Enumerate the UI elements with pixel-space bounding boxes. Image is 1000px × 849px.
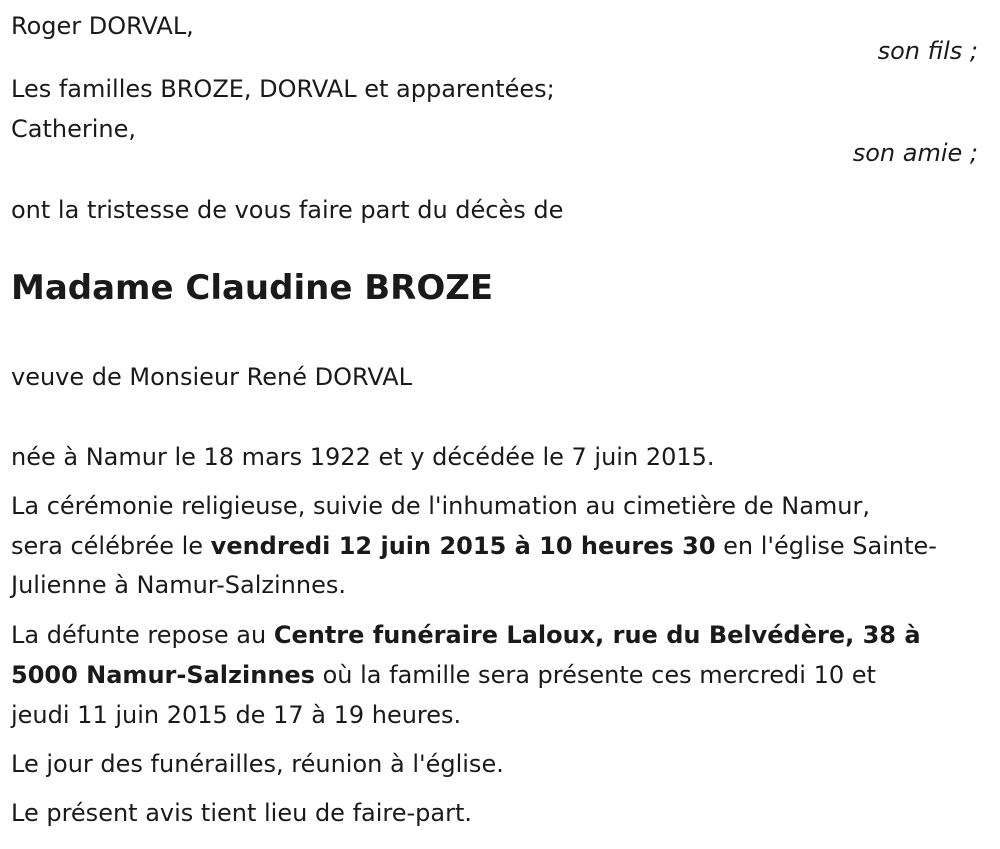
- visitation-line-2: [11, 660, 876, 690]
- ceremony-line-2: [11, 531, 937, 561]
- friend-name: Catherine,: [11, 115, 136, 143]
- visitation-suffix: où la famille sera présente ces mercredi 10 et: [314, 661, 876, 689]
- son-role: son fils ;: [877, 37, 978, 65]
- ceremony-date-time: vendredi 12 juin 2015 à 10 heures 30: [210, 532, 716, 560]
- funeral-center-city: 5000 Namur-Salzinnes: [11, 661, 315, 689]
- ceremony-line-1: La cérémonie religieuse, suivie de l'inhumation au cimetière de Namur,: [11, 492, 870, 520]
- ceremony-prefix: sera célébrée le: [11, 532, 211, 560]
- visitation-prefix: La défunte repose au: [11, 621, 274, 649]
- friend-role: son amie ;: [852, 139, 978, 167]
- son-name: Roger DORVAL,: [11, 12, 194, 40]
- birth-death-line: née à Namur le 18 mars 1922 et y décédée le 7 juin 2015.: [11, 443, 715, 471]
- ceremony-suffix: en l'église Sainte-: [715, 532, 937, 560]
- funeral-center-location: Centre funéraire Laloux, rue du Belvédère, 38 à: [273, 621, 921, 649]
- visitation-line-1: [11, 620, 921, 650]
- meeting-line: Le jour des funérailles, réunion à l'église.: [11, 750, 504, 778]
- widow-of-line: veuve de Monsieur René DORVAL: [11, 363, 413, 391]
- visitation-line-3: jeudi 11 juin 2015 de 17 à 19 heures.: [11, 701, 462, 729]
- families-line: Les familles BROZE, DORVAL et apparentées;: [11, 75, 555, 103]
- notice-line: Le présent avis tient lieu de faire-part.: [11, 799, 473, 827]
- announcement-line: ont la tristesse de vous faire part du décès de: [11, 196, 564, 224]
- deceased-name: Madame Claudine BROZE: [11, 268, 494, 308]
- ceremony-line-3: Julienne à Namur-Salzinnes.: [11, 571, 346, 599]
